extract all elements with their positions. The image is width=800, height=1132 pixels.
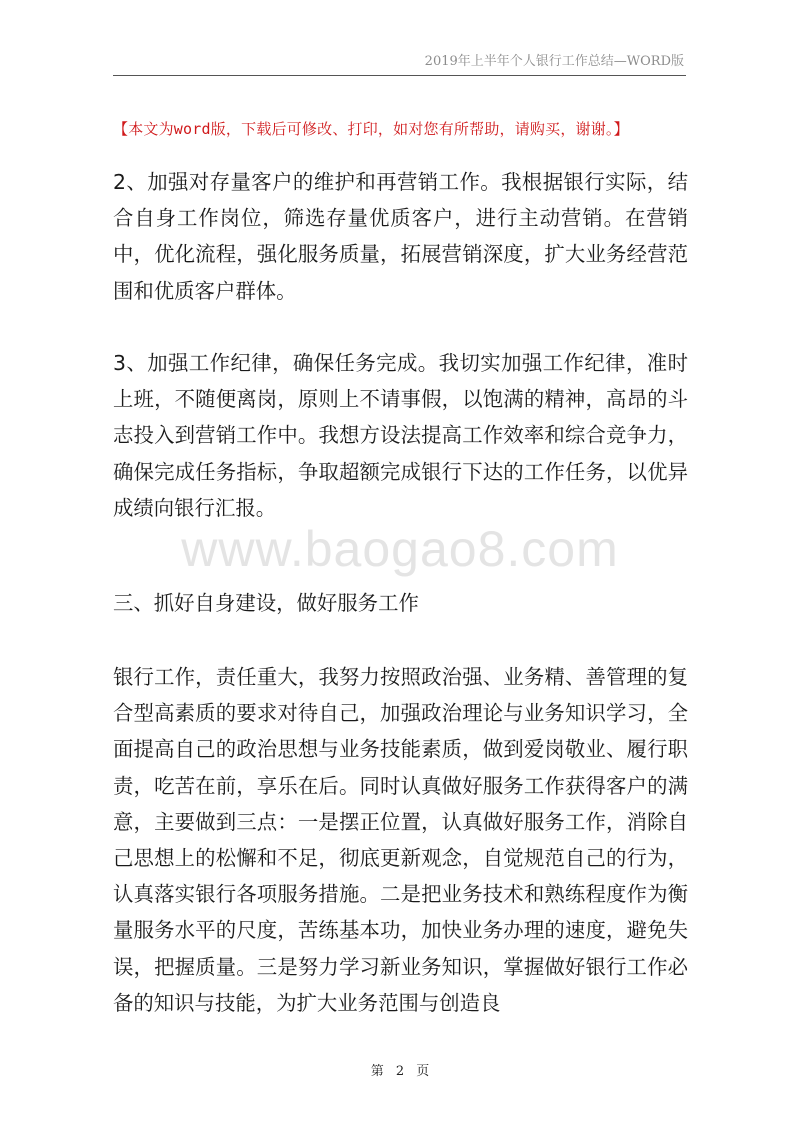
footer-prefix: 第: [370, 1064, 384, 1079]
paragraph-item-3: 3、加强工作纪律，确保任务完成。我切实加强工作纪律，准时上班，不随便离岗，原则上不请事假，以饱满的精神，高昂的斗志投入到营销工作中。我想方设法提高工作效率和综合竞争力，确保完成任务指标，争取超额完成银行下达的工作任务，以优异成绩向银行汇报。: [113, 351, 688, 520]
header-title: 2019年上半年个人银行工作总结—WORD版: [424, 54, 684, 69]
paragraph-item-2: 2、加强对存量客户的维护和再营销工作。我根据银行实际，结合自身工作岗位，筛选存量优质客户，进行主动营销。在营销中，优化流程，强化服务质量，拓展营销深度，扩大业务经营范围和优质客户群体。: [113, 170, 688, 303]
purchase-notice: 【本文为word版，下载后可修改、打印，如对您有所帮助，请购买，谢谢。】: [113, 120, 629, 138]
page-footer: [0, 1060, 800, 1079]
header-divider: [113, 75, 686, 76]
section-heading: 三、抓好自身建设，做好服务工作: [113, 591, 419, 615]
footer-suffix: 页: [416, 1064, 430, 1079]
page-number: 2: [395, 1064, 405, 1079]
paragraph-body: 银行工作，责任重大，我努力按照政治强、业务精、善管理的复合型高素质的要求对待自己，加强政治理论与业务知识学习，全面提高自己的政治思想与业务技能素质，做到爱岗敬业、履行职责，吃苦在前，享乐在后。同时认真做好服务工作获得客户的满意，主要做到三点：一是摆正位置，认真做好服务工作，消除自己思想上的松懈和不足，彻底更新观念，自觉规范自己的行为，认真落实银行各项服务措施。二是把业务技术和熟练程度作为衡量服务水平的尺度，苦练基本功，加快业务办理的速度，避免失误，把握质量。三是努力学习新业务知识，掌握做好银行工作必备的知识与技能，为扩大业务范围与创造良: [113, 665, 688, 1015]
watermark: www.baogao8.com: [181, 521, 619, 577]
